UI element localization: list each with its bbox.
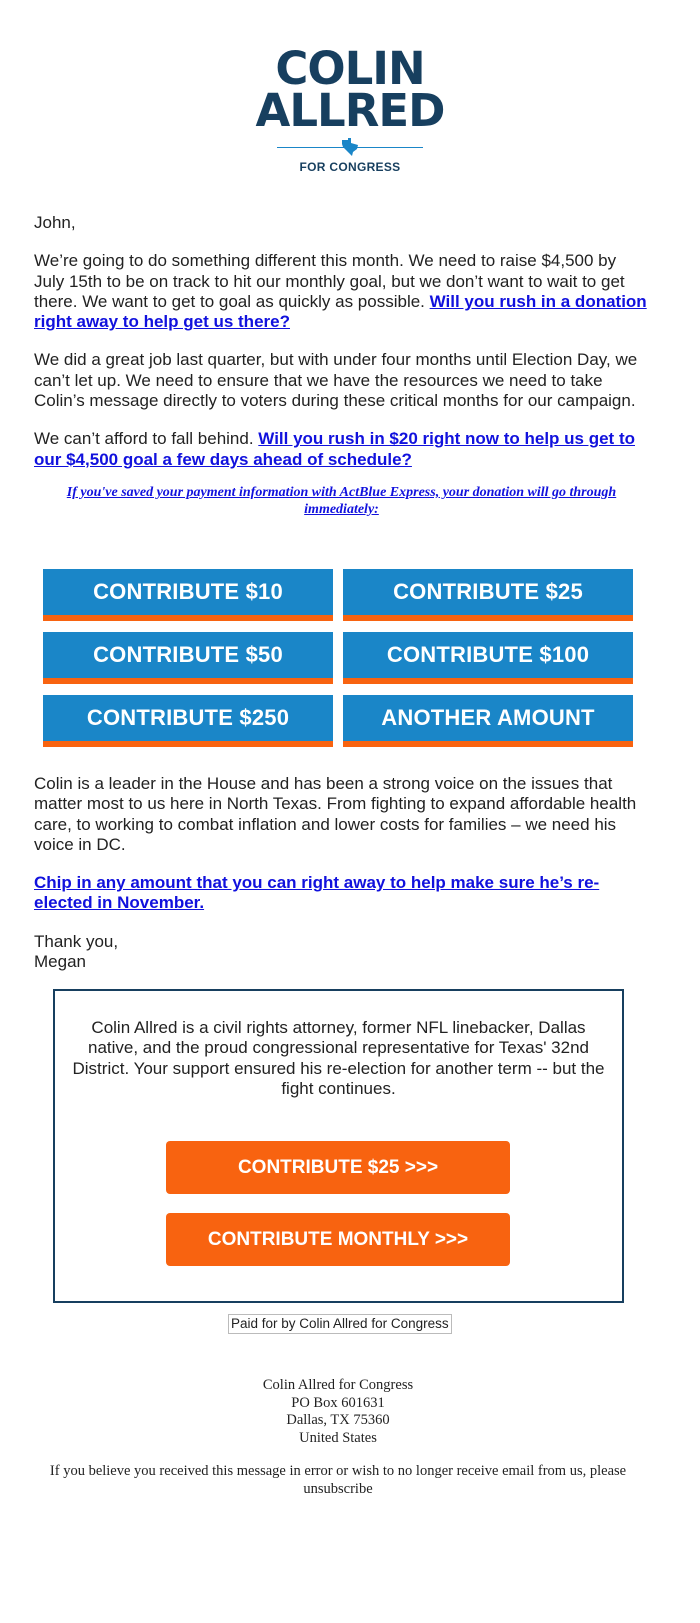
greeting: John, xyxy=(34,213,76,232)
contribute-25-cta-button[interactable]: CONTRIBUTE $25 >>> xyxy=(166,1141,510,1194)
contribute-50-button[interactable]: CONTRIBUTE $50 xyxy=(43,632,333,684)
unsubscribe-text[interactable]: If you believe you received this message in error or wish to no longer receive email from us, please unsubscribe xyxy=(49,1463,627,1497)
paragraph-5 xyxy=(34,873,649,914)
paragraph-1-text: We’re going to do something different this month. We need to raise $4,500 by July 15th to be on track to hit our monthly goal, but we don’t want to wait to get there. We want to get to goal as quickly as possible. xyxy=(34,251,625,311)
paid-for-disclaimer: Paid for by Colin Allred for Congress xyxy=(228,1314,452,1334)
contribute-25-button[interactable]: CONTRIBUTE $25 xyxy=(343,569,633,621)
paragraph-3-text: We can’t afford to fall behind. xyxy=(34,429,259,449)
actblue-express-note[interactable]: If you've saved your payment information with ActBlue Express, your donation will go through immediately: xyxy=(66,484,617,517)
bio-text: Colin Allred is a civil rights attorney, former NFL linebacker, Dallas native, and the proud congressional representative for Texas' 32nd District. Your support ensured his re-election for another term -- but the fight continues. xyxy=(72,1018,605,1098)
contribute-100-button[interactable]: CONTRIBUTE $100 xyxy=(343,632,633,684)
signoff xyxy=(34,932,649,973)
contribute-250-button[interactable]: CONTRIBUTE $250 xyxy=(43,695,333,747)
logo-divider xyxy=(277,140,423,154)
bio-box xyxy=(53,989,624,1303)
email-body-2 xyxy=(34,774,649,990)
contribute-10-button[interactable]: CONTRIBUTE $10 xyxy=(43,569,333,621)
paragraph-1 xyxy=(34,251,649,332)
another-amount-button[interactable]: ANOTHER AMOUNT xyxy=(343,695,633,747)
address-line-3: United States xyxy=(299,1429,377,1446)
logo-line-1: COLIN xyxy=(275,42,425,95)
paragraph-2: We did a great job last quarter, but with under four months until Election Day, we can’t let up. We need to ensure that we have the resources we need to take Colin’s message directly to voters during these critical months for our campaign. xyxy=(34,350,638,411)
chip-in-link[interactable]: Chip in any amount that you can right away to help make sure he’s re-elected in November. xyxy=(34,873,600,913)
rush-20-link[interactable]: Will you rush in $20 right now to help us get to our $4,500 goal a few days ahead of schedule? xyxy=(34,429,635,469)
donate-now-link[interactable]: Will you rush in a donation right away to help get us there? xyxy=(34,291,647,332)
logo-line-2: ALLRED xyxy=(255,84,445,137)
paragraph-3 xyxy=(34,429,649,470)
address-line-2: Dallas, TX 75360 xyxy=(286,1412,390,1428)
address-line-1: PO Box 601631 xyxy=(291,1394,385,1411)
contribute-monthly-button[interactable]: CONTRIBUTE MONTHLY >>> xyxy=(166,1213,510,1266)
signoff-name: Megan xyxy=(34,952,86,972)
logo-line-3: FOR CONGRESS xyxy=(299,160,401,174)
paragraph-4: Colin is a leader in the House and has been a strong voice on the issues that matter most to us here in North Texas. From fighting to expand affordable health care, to working to combat inflation and lower costs for families – we need his voice in DC. xyxy=(34,774,637,854)
email-body xyxy=(34,213,649,518)
address-name: Colin Allred for Congress xyxy=(262,1377,414,1393)
campaign-logo[interactable] xyxy=(0,42,700,174)
signoff-line-1: Thank you, xyxy=(34,931,119,951)
texas-star-icon xyxy=(340,138,360,156)
footer-address xyxy=(0,1377,676,1447)
